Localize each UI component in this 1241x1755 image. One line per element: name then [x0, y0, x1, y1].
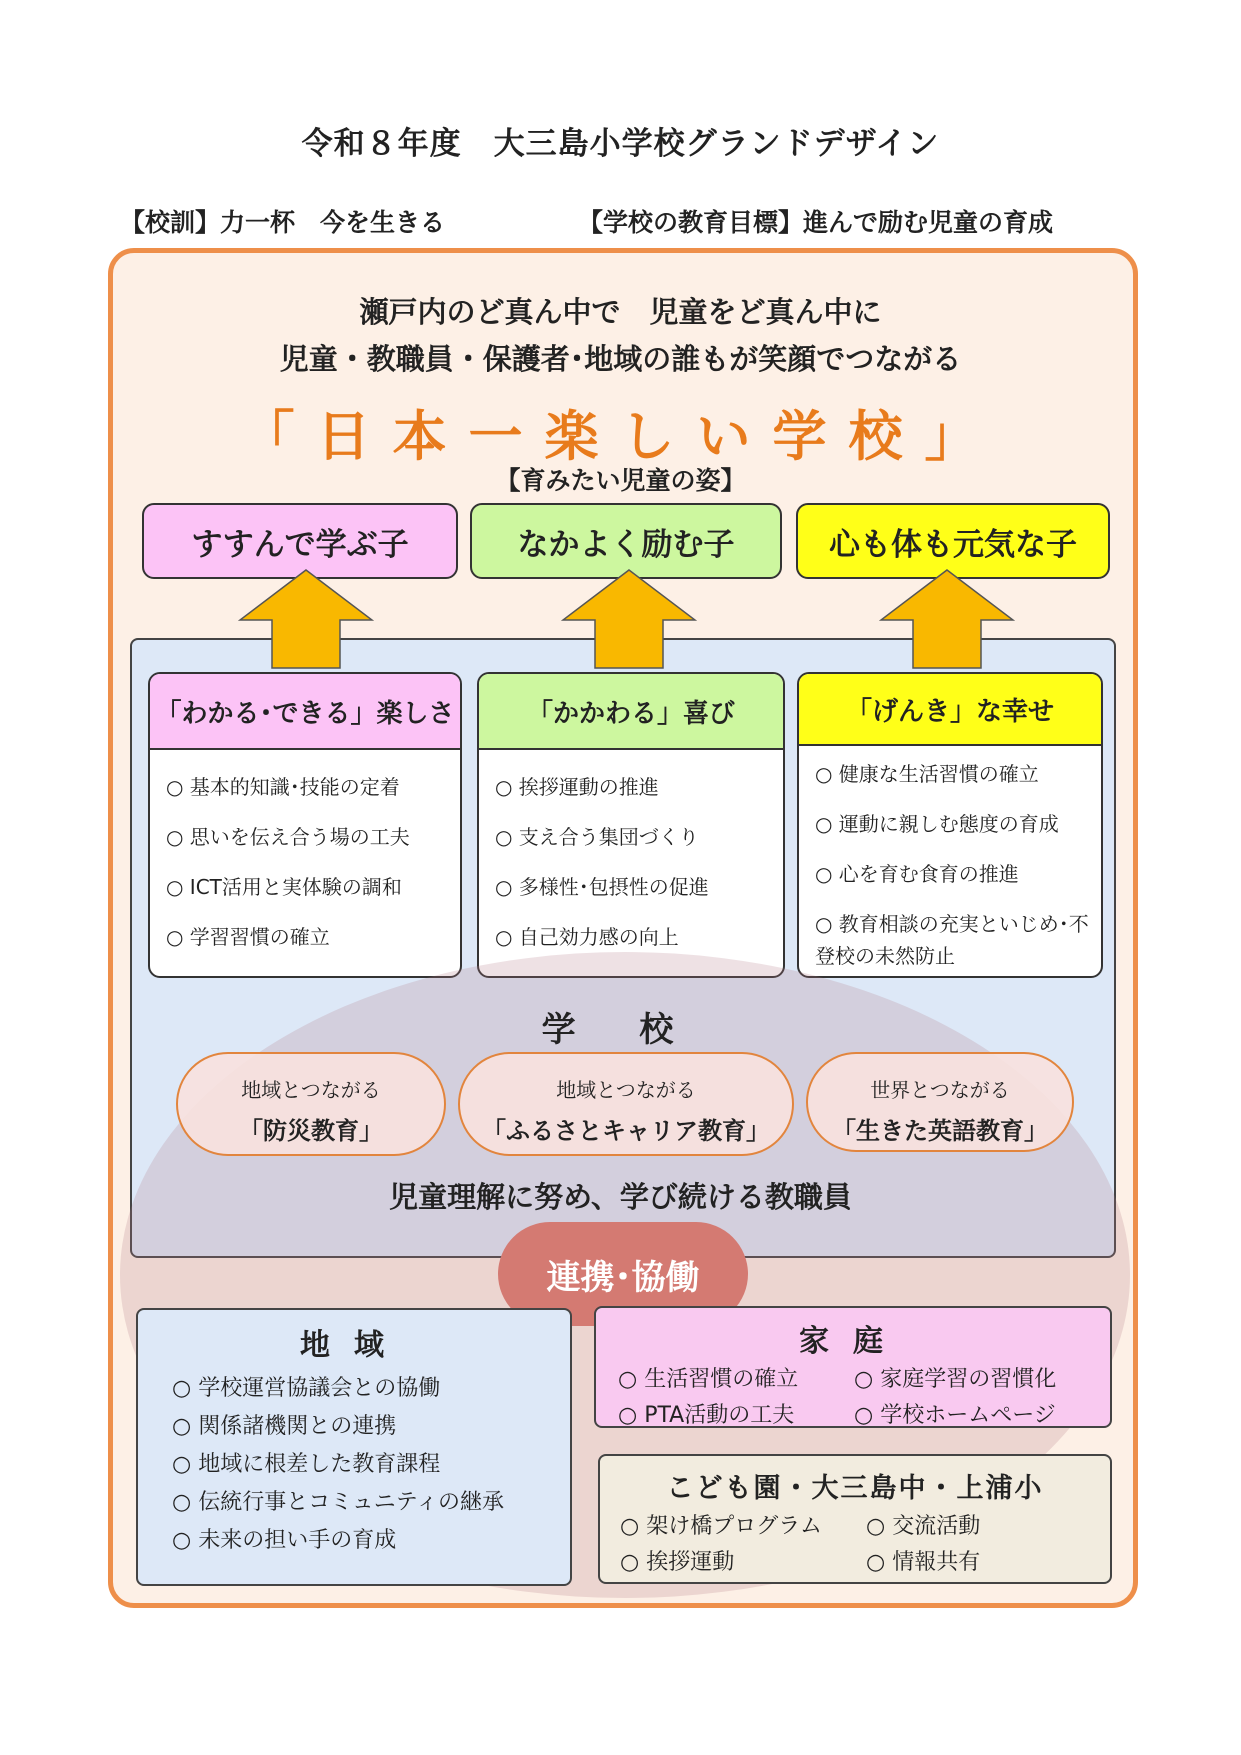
school-motto: 【校訓】力一杯 今を生きる: [120, 208, 446, 237]
ideal-child-healthy: 心も体も元気な子: [796, 503, 1110, 579]
up-arrow-icon: [561, 568, 697, 670]
list-item: ○ 地域に根差した教育課程: [172, 1452, 441, 1477]
list-item: ○ 思いを伝え合う場の工夫: [166, 825, 410, 849]
community-box: [136, 1308, 572, 1586]
list-item: ○ 学校運営協議会との協働: [172, 1376, 441, 1401]
list-item: ○ 挨拶運動の推進: [495, 775, 659, 799]
home-box: [594, 1306, 1112, 1428]
ideal-child-cooperate: なかよく励む子: [470, 503, 782, 579]
program-title: 「ふるさとキャリア教育」: [482, 1117, 770, 1145]
list-item: ○ 伝統行事とコミュニティの継承: [172, 1490, 504, 1515]
up-arrow-icon: [879, 568, 1015, 670]
partner-schools-title: こども園・大三島中・上浦小: [666, 1473, 1044, 1504]
program-subtitle: 世界とつながる: [870, 1078, 1010, 1102]
list-item: ○ 心を育む食育の推進: [815, 862, 1019, 886]
document-title: 令和８年度 大三島小学校グランドデザイン: [301, 126, 940, 162]
vision-line-1: 瀬戸内のど真ん中で 児童をど真ん中に: [359, 295, 882, 329]
pillar-wellbeing: [797, 672, 1103, 978]
pillar-connection: [477, 672, 785, 978]
list-item: ○ 家庭学習の習慣化: [854, 1367, 1057, 1392]
collaboration-badge: 連携･協働: [498, 1222, 748, 1326]
education-goal: 【学校の教育目標】進んで励む児童の育成: [578, 208, 1054, 237]
pillar-understanding: [148, 672, 462, 978]
staff-statement: 児童理解に努め、学び続ける教職員: [389, 1180, 852, 1214]
list-item: ○ 教育相談の充実といじめ･不登校の未然防止: [815, 912, 1089, 968]
list-item: ○ PTA活動の工夫: [618, 1403, 795, 1428]
program-career-education: [458, 1052, 794, 1156]
list-item: ○ 関係諸機関との連携: [172, 1414, 397, 1439]
list-item: ○ 情報共有: [866, 1550, 981, 1575]
list-item: ○ 健康な生活習慣の確立: [815, 762, 1039, 786]
program-title: 「防災教育」: [239, 1117, 383, 1145]
list-item: ○ 挨拶運動: [620, 1550, 735, 1575]
list-item: ○ 多様性･包摂性の促進: [495, 875, 709, 899]
list-item: ○ 基本的知識･技能の定着: [166, 775, 400, 799]
main-slogan: 「日本一楽しい学校」: [240, 405, 1001, 468]
ideal-children-heading: 【育みたい児童の姿】: [495, 466, 746, 495]
community-title: 地域: [300, 1328, 408, 1363]
school-label: 学 校: [541, 1010, 700, 1050]
list-item: ○ 学校ホームページ: [854, 1403, 1056, 1428]
partner-schools-box: [598, 1454, 1112, 1584]
list-item: ○ 未来の担い手の育成: [172, 1528, 397, 1553]
list-item: ○ 学習習慣の確立: [166, 925, 330, 949]
list-item: ○ 架け橋プログラム: [620, 1514, 822, 1539]
list-item: ○ 交流活動: [866, 1514, 981, 1539]
pillar-title: 「わかる･できる」楽しさ: [150, 674, 460, 750]
list-item: ○ 自己効力感の向上: [495, 925, 679, 949]
up-arrow-icon: [238, 568, 374, 670]
pillar-title: 「げんき」な幸せ: [799, 674, 1101, 746]
program-english-education: [806, 1052, 1074, 1152]
list-item: ○ ICT活用と実体験の調和: [166, 875, 402, 899]
vision-line-2: 児童・教職員・保護者･地域の誰もが笑顔でつながる: [279, 342, 962, 376]
ideal-child-learn: すすんで学ぶ子: [142, 503, 458, 579]
list-item: ○ 支え合う集団づくり: [495, 825, 699, 849]
program-title: 「生きた英語教育」: [832, 1117, 1048, 1145]
home-title: 家庭: [799, 1324, 907, 1359]
program-subtitle: 地域とつながる: [241, 1078, 381, 1102]
program-disaster-education: [176, 1052, 446, 1156]
list-item: ○ 生活習慣の確立: [618, 1367, 799, 1392]
list-item: ○ 運動に親しむ態度の育成: [815, 812, 1059, 836]
pillar-title: 「かかわる」喜び: [479, 674, 783, 750]
program-subtitle: 地域とつながる: [556, 1078, 696, 1102]
